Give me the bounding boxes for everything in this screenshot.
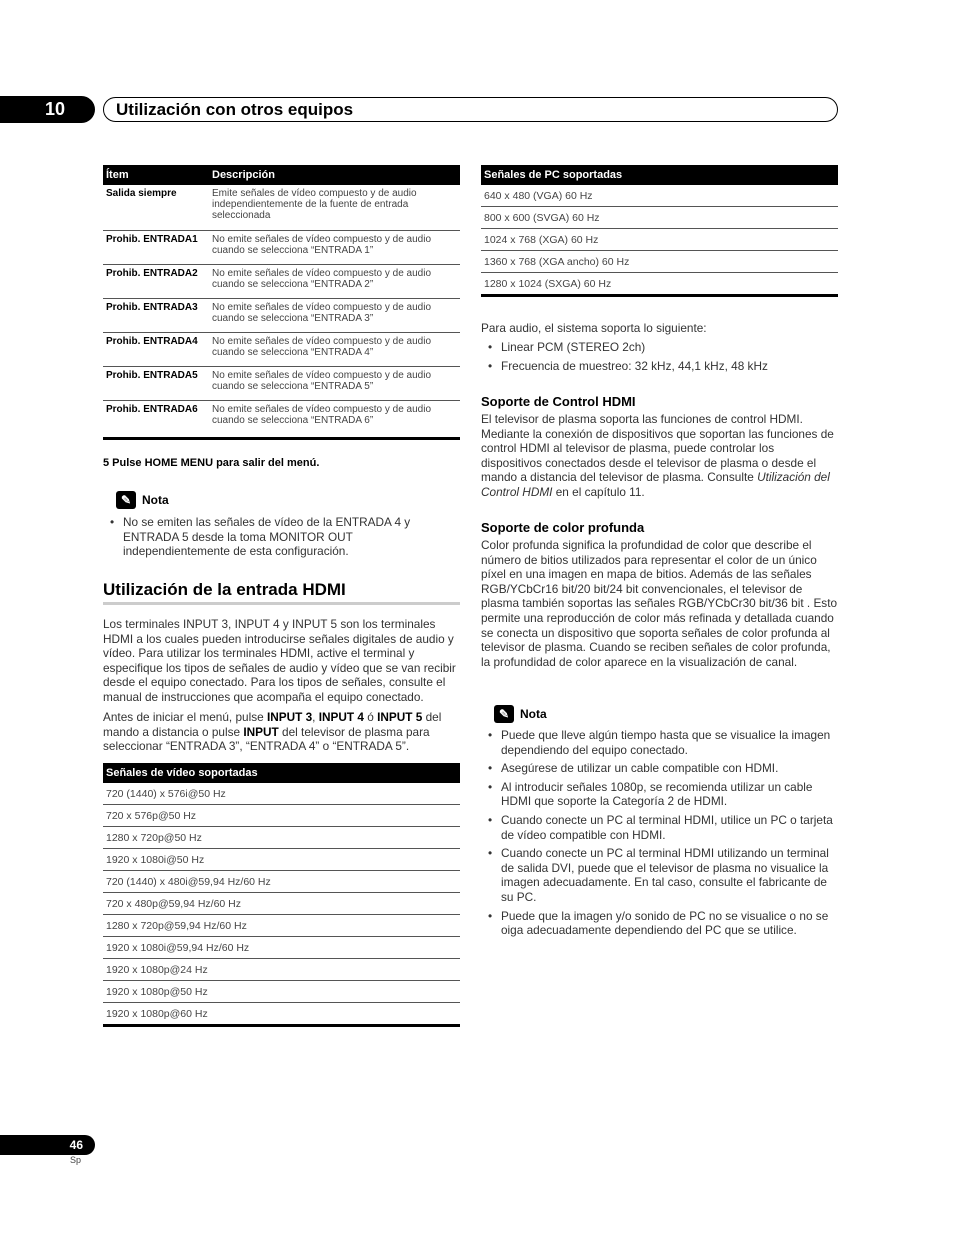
table-cell: 1920 x 1080p@60 Hz <box>103 1003 460 1026</box>
pc-table-wrap <box>481 165 838 297</box>
table-row <box>103 366 460 400</box>
table-row <box>103 332 460 366</box>
table-cell: 720 (1440) x 480i@59,94 Hz/60 Hz <box>103 871 460 893</box>
text: ó <box>363 710 378 724</box>
note-label: Nota <box>520 707 547 721</box>
step-5: 5 Pulse HOME MENU para salir del menú. <box>103 457 320 469</box>
table-cell: 1024 x 768 (XGA) 60 Hz <box>481 229 838 251</box>
text: El televisor de plasma soporta las funciones de control HDMI. Mediante la conexión de dispositivos que soportan las funciones de control HDMI al televisor de plasma, puede controlar los dispositivos conectados desde el televisor de plasma o desde el mando a distancia del televisor de plasma. Consulte <box>481 412 834 485</box>
key-input3: INPUT 3 <box>266 710 313 724</box>
table-row <box>103 264 460 298</box>
item-name: Prohib. ENTRADA2 <box>103 264 209 298</box>
items-table-wrap <box>103 165 460 440</box>
item-name: Prohib. ENTRADA4 <box>103 332 209 366</box>
table-row <box>481 185 838 207</box>
pencil-icon: ✎ <box>116 491 136 509</box>
key-input5: INPUT 5 <box>377 710 423 724</box>
table-row <box>103 230 460 264</box>
table-row <box>103 871 460 893</box>
table-row <box>103 185 460 230</box>
table-row <box>103 849 460 871</box>
item-name: Prohib. ENTRADA6 <box>103 400 209 438</box>
table-row <box>103 783 460 805</box>
item-desc: No emite señales de vídeo compuesto y de audio cuando se selecciona “ENTRADA 6” <box>209 400 460 438</box>
list-item: • Puede que lleve algún tiempo hasta que se visualice la imagen dependiendo del equipo conectado. <box>481 728 838 757</box>
table-cell: 1920 x 1080i@59,94 Hz/60 Hz <box>103 937 460 959</box>
table-row <box>103 827 460 849</box>
key-input4: INPUT 4 <box>318 710 364 724</box>
list-item: • Asegúrese de utilizar un cable compatible con HDMI. <box>481 761 838 776</box>
table-cell: 1280 x 720p@50 Hz <box>103 827 460 849</box>
note-heading <box>116 491 169 509</box>
chapter-title: Utilización con otros equipos <box>103 97 838 122</box>
table-cell: 1920 x 1080i@50 Hz <box>103 849 460 871</box>
table-cell: 1920 x 1080p@24 Hz <box>103 959 460 981</box>
item-desc: No emite señales de vídeo compuesto y de audio cuando se selecciona “ENTRADA 3” <box>209 298 460 332</box>
text: Antes de iniciar el menú, pulse <box>103 710 267 724</box>
table-cell: 640 x 480 (VGA) 60 Hz <box>481 185 838 207</box>
note-heading <box>494 705 547 723</box>
table-row <box>481 229 838 251</box>
hdmi-para-2 <box>103 710 460 754</box>
deepcolor-text: Color profunda significa la profundidad de color que describe el número de bitios utilizados para representar el color de un único píxel en una imagen en mapa de bitios. Además de las señales RGB/YCbCr16 bit/20 bit/24 bit convencionales, el televisor de plasma también soportas las señales RGB/YCbCr30 bit/36 bit . Esto permite una reproducción de color más refinada y detallada cuando se conecta un dispositivo que soporta señales de color profunda al televisor de plasma. Cuando se reciben señales de color profunda, la profundidad de color aparece en la visualización de canal. <box>481 538 838 669</box>
table-cell: 720 x 576p@50 Hz <box>103 805 460 827</box>
video-signals-table <box>103 763 460 1027</box>
text: , <box>312 710 319 724</box>
table-row <box>103 937 460 959</box>
table-row <box>103 400 460 438</box>
table-cell: 1920 x 1080p@50 Hz <box>103 981 460 1003</box>
text: en el capítulo 11. <box>552 484 645 499</box>
table-row <box>103 959 460 981</box>
video-table-wrap <box>103 763 460 1027</box>
pc-signals-table <box>481 165 838 297</box>
audio-intro: Para audio, el sistema soporta lo siguiente: <box>481 321 707 335</box>
control-text <box>481 412 838 500</box>
list-item: • Cuando conecte un PC al terminal HDMI, utilice un PC o tarjeta de vídeo compatible con HDMI. <box>481 813 838 842</box>
pencil-icon: ✎ <box>494 705 514 723</box>
pc-table-header: Señales de PC soportadas <box>481 165 838 185</box>
items-table <box>103 165 460 440</box>
table-cell: 1280 x 1024 (SXGA) 60 Hz <box>481 273 838 296</box>
cross-reference: Utilización del Control HDMI <box>481 470 830 499</box>
table-cell: 800 x 600 (SVGA) 60 Hz <box>481 207 838 229</box>
table-row <box>481 273 838 296</box>
table-row <box>103 981 460 1003</box>
list-item: • No se emiten las señales de vídeo de la ENTRADA 4 y ENTRADA 5 desde la toma MONITOR OUT independientemente de esta configuración. <box>103 515 443 559</box>
text: del mando a distancia o pulse <box>103 710 442 739</box>
item-name: Salida siempre <box>103 185 209 230</box>
item-desc: No emite señales de vídeo compuesto y de audio cuando se selecciona “ENTRADA 4” <box>209 332 460 366</box>
key-input: INPUT <box>243 724 279 739</box>
list-item: • Linear PCM (STEREO 2ch) <box>481 340 838 355</box>
table-cell: 1280 x 720p@59,94 Hz/60 Hz <box>103 915 460 937</box>
table-cell: 720 (1440) x 576i@50 Hz <box>103 783 460 805</box>
note-list <box>481 728 838 942</box>
note-label: Nota <box>142 493 169 507</box>
control-title: Soporte de Control HDMI <box>481 394 636 409</box>
item-name: Prohib. ENTRADA1 <box>103 230 209 264</box>
col-description: Descripción <box>209 165 460 185</box>
section-divider <box>103 602 460 605</box>
item-desc: No emite señales de vídeo compuesto y de audio cuando se selecciona “ENTRADA 2” <box>209 264 460 298</box>
section-title: Utilización de la entrada HDMI <box>103 580 346 599</box>
item-name: Prohib. ENTRADA5 <box>103 366 209 400</box>
table-row <box>103 1003 460 1026</box>
table-row <box>481 251 838 273</box>
list-item: • Frecuencia de muestreo: 32 kHz, 44,1 kHz, 48 kHz <box>481 359 838 374</box>
col-item: Ítem <box>103 165 209 185</box>
table-row <box>103 805 460 827</box>
hdmi-para-1: Los terminales INPUT 3, INPUT 4 y INPUT 5 son los terminales HDMI a los cuales pueden introducirse señales digitales de audio y vídeo. Para utilizar los terminales HDMI, active el terminal y especifique los tipos de señales de audio y vídeo que se van recibir desde el equipo conectado. Para los tipos de señales, consulte el manual de instrucciones que acompaña el equipo conectado. <box>103 617 456 704</box>
page-number: 46 <box>0 1135 95 1155</box>
note-list <box>103 515 443 563</box>
table-cell: 720 x 480p@59,94 Hz/60 Hz <box>103 893 460 915</box>
table-cell: 1360 x 768 (XGA ancho) 60 Hz <box>481 251 838 273</box>
item-name: Prohib. ENTRADA3 <box>103 298 209 332</box>
table-row <box>103 893 460 915</box>
audio-list <box>481 340 838 377</box>
chapter-number: 10 <box>0 96 95 123</box>
deepcolor-title: Soporte de color profunda <box>481 520 645 535</box>
text: del televisor de plasma para seleccionar “ENTRADA 3”, “ENTRADA 4” o “ENTRADA 5”. <box>103 724 430 754</box>
page-language: Sp <box>70 1155 82 1165</box>
item-desc: Emite señales de vídeo compuesto y de audio independientemente de la fuente de entrada seleccionada <box>209 185 460 230</box>
table-row <box>481 207 838 229</box>
item-desc: No emite señales de vídeo compuesto y de audio cuando se selecciona “ENTRADA 5” <box>209 366 460 400</box>
list-item: • Cuando conecte un PC al terminal HDMI utilizando un terminal de salida DVI, puede que el televisor de plasma no visualice la imagen adecuadamente. En tal caso, consulte el fabricante de su PC. <box>481 846 838 904</box>
video-table-header: Señales de vídeo soportadas <box>103 763 460 783</box>
table-row <box>103 915 460 937</box>
item-desc: No emite señales de vídeo compuesto y de audio cuando se selecciona “ENTRADA 1” <box>209 230 460 264</box>
list-item: • Al introducir señales 1080p, se recomienda utilizar un cable HDMI que soporte la Categoría 2 de HDMI. <box>481 780 838 809</box>
table-row <box>103 298 460 332</box>
list-item: • Puede que la imagen y/o sonido de PC no se visualice o no se oiga adecuadamente dependiendo del PC que se utilice. <box>481 909 838 938</box>
